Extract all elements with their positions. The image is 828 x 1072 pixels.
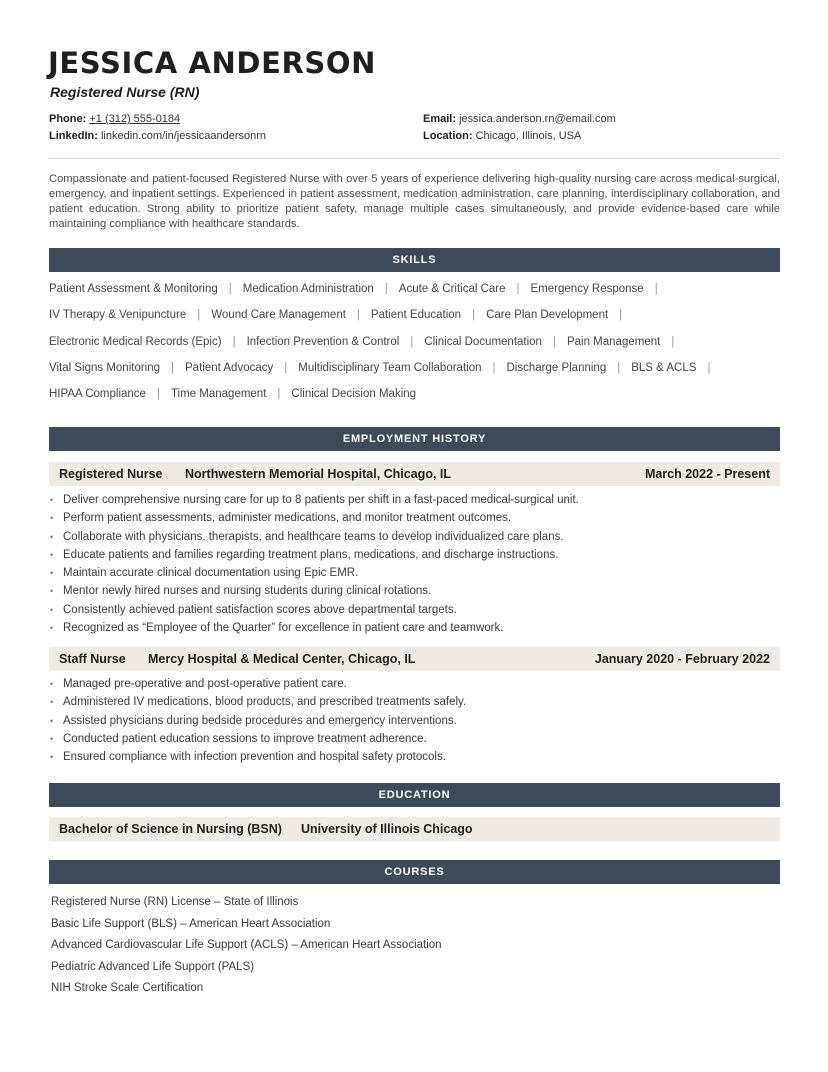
skill-item: Electronic Medical Records (Epic)	[49, 335, 222, 348]
skill-item: Acute & Critical Care	[398, 283, 506, 295]
skill-item: Clinical Documentation	[424, 335, 542, 348]
skill-separator: |	[197, 309, 201, 322]
skills-list	[49, 283, 780, 414]
skill-separator: |	[284, 361, 288, 374]
skills-row	[49, 388, 780, 414]
employment-section-header: EMPLOYMENT HISTORY	[49, 427, 780, 451]
skill-item: Time Management	[170, 388, 267, 401]
education-section-header: EDUCATION	[49, 783, 780, 807]
skill-item: Discharge Planning	[506, 361, 607, 374]
candidate-name: JESSICA ANDERSON	[48, 46, 377, 80]
skill-separator: |	[384, 283, 388, 295]
skill-item: Emergency Response	[530, 283, 644, 295]
candidate-title: Registered Nurse (RN)	[50, 84, 200, 100]
skill-separator: |	[619, 309, 623, 322]
job-bullet: • Recognized as “Employee of the Quarter” for excellence in patient care and teamwork.	[49, 619, 780, 637]
skills-row	[49, 283, 780, 309]
education-degree: Bachelor of Science in Nursing (BSN)	[59, 822, 282, 836]
education-school: University of Illinois Chicago	[301, 822, 473, 836]
courses-section-header: COURSES	[49, 860, 780, 884]
course-item: Advanced Cardiovascular Life Support (ACLS) – American Heart Association	[51, 939, 442, 951]
linkedin-value: linkedin.com/in/jessicaandersonrn	[100, 130, 267, 142]
skills-section-header: SKILLS	[49, 248, 780, 272]
skill-separator: |	[156, 388, 160, 401]
skill-separator: |	[552, 335, 556, 348]
skill-item: Wound Care Management	[211, 309, 346, 322]
course-item: Basic Life Support (BLS) – American Heart Association	[51, 917, 331, 930]
job-bullet: • Administered IV medications, blood products, and prescribed treatments safely.	[49, 693, 780, 711]
skill-separator: |	[277, 388, 281, 401]
job-role: Staff Nurse	[59, 652, 126, 666]
courses-list	[51, 892, 442, 1000]
phone-line	[49, 111, 266, 128]
job-bullet: • Collaborate with physicians, therapists, and healthcare teams to develop individualized care plans.	[49, 528, 780, 546]
skill-separator: |	[492, 361, 496, 374]
skill-separator: |	[171, 361, 175, 374]
phone-label: Phone:	[49, 113, 87, 125]
course-item: Pediatric Advanced Life Support (PALS)	[51, 960, 255, 973]
skill-item: HIPAA Compliance	[49, 388, 146, 401]
job-employer: Northwestern Memorial Hospital, Chicago, IL	[185, 467, 452, 481]
skill-separator: |	[356, 309, 360, 322]
skill-separator: |	[617, 361, 621, 374]
job-bullet: • Managed pre-operative and post-operative patient care.	[49, 675, 780, 693]
job-bullet: • Mentor newly hired nurses and nursing students during clinical rotations.	[49, 582, 780, 600]
course-item: NIH Stroke Scale Certification	[51, 982, 204, 994]
email-line	[423, 111, 616, 128]
job-bullet: • Maintain accurate clinical documentation using Epic EMR.	[49, 564, 780, 582]
phone-link[interactable]: +1 (312) 555-0184	[89, 113, 181, 125]
skill-separator: |	[707, 361, 711, 374]
skill-item: Patient Assessment & Monitoring	[49, 283, 218, 295]
skill-item: IV Therapy & Venipuncture	[49, 309, 187, 322]
job-bullet: • Perform patient assessments, administer medications, and monitor treatment outcomes.	[49, 509, 780, 527]
job-dates: March 2022 - Present	[644, 467, 770, 481]
skills-row	[49, 362, 780, 388]
course-item: Registered Nurse (RN) License – State of Illinois	[51, 896, 299, 908]
job-employer: Mercy Hospital & Medical Center, Chicago, IL	[148, 652, 416, 666]
professional-summary: Compassionate and patient-focused Registered Nurse with over 5 years of experience delivering high-quality nursing care across medical-surgical, emergency, and inpatient settings. Experienced in patient assessment, medication administration, care planning, interdisciplinary collaboration, and patient education. Strong ability to prioritize patient safety, manage multiple cases simultaneously, and provide evidence-based care while maintaining compliance with healthcare standards.	[49, 173, 780, 230]
linkedin-label: LinkedIn:	[49, 130, 98, 142]
skill-item: Patient Education	[370, 309, 462, 322]
skill-item: Medication Administration	[242, 283, 374, 295]
skill-item: Multidisciplinary Team Collaboration	[298, 361, 482, 374]
skills-row	[49, 336, 780, 362]
skill-item: Care Plan Development	[486, 309, 609, 322]
skill-item: Infection Prevention & Control	[246, 335, 400, 348]
skill-separator: |	[228, 283, 232, 295]
email-value: jessica.anderson.rn@email.com	[459, 113, 616, 125]
skill-separator: |	[654, 283, 658, 295]
skill-separator: |	[516, 283, 520, 295]
education-entry	[49, 817, 780, 841]
job-bullet: • Deliver comprehensive nursing care for up to 8 patients per shift in a fast-paced medical-surgical unit.	[49, 491, 780, 509]
skill-separator: |	[232, 335, 236, 348]
location-value: Chicago, Illinois, USA	[475, 130, 582, 142]
job-bullet: • Consistently achieved patient satisfaction scores above departmental targets.	[49, 601, 780, 619]
job-header	[49, 462, 780, 486]
linkedin-line	[49, 128, 266, 145]
job-bullets	[49, 675, 780, 766]
skill-item: Pain Management	[566, 335, 661, 348]
location-line	[423, 128, 616, 145]
job-dates: January 2020 - February 2022	[594, 652, 770, 666]
skill-item: BLS & ACLS	[631, 361, 697, 374]
email-label: Email:	[423, 113, 457, 125]
skill-item: Vital Signs Monitoring	[49, 361, 161, 374]
job-bullet: • Conducted patient education sessions to improve treatment adherence.	[49, 730, 780, 748]
skill-item: Clinical Decision Making	[291, 388, 417, 401]
job-role: Registered Nurse	[59, 467, 163, 481]
skill-separator: |	[410, 335, 414, 348]
job-bullet: • Ensured compliance with infection prevention and hospital safety protocols.	[49, 748, 780, 766]
job-bullet: • Assisted physicians during bedside procedures and emergency interventions.	[49, 712, 780, 730]
skill-separator: |	[671, 335, 675, 348]
contact-right	[423, 111, 616, 145]
contact-left	[49, 111, 266, 145]
job-bullet: • Educate patients and families regarding treatment plans, medications, and discharge instructions.	[49, 546, 780, 564]
location-label: Location:	[423, 130, 473, 142]
header-divider	[49, 158, 780, 159]
skill-separator: |	[472, 309, 476, 322]
job-bullets	[49, 491, 780, 637]
skill-item: Patient Advocacy	[185, 361, 274, 374]
skills-row	[49, 309, 780, 335]
job-header	[49, 647, 780, 671]
